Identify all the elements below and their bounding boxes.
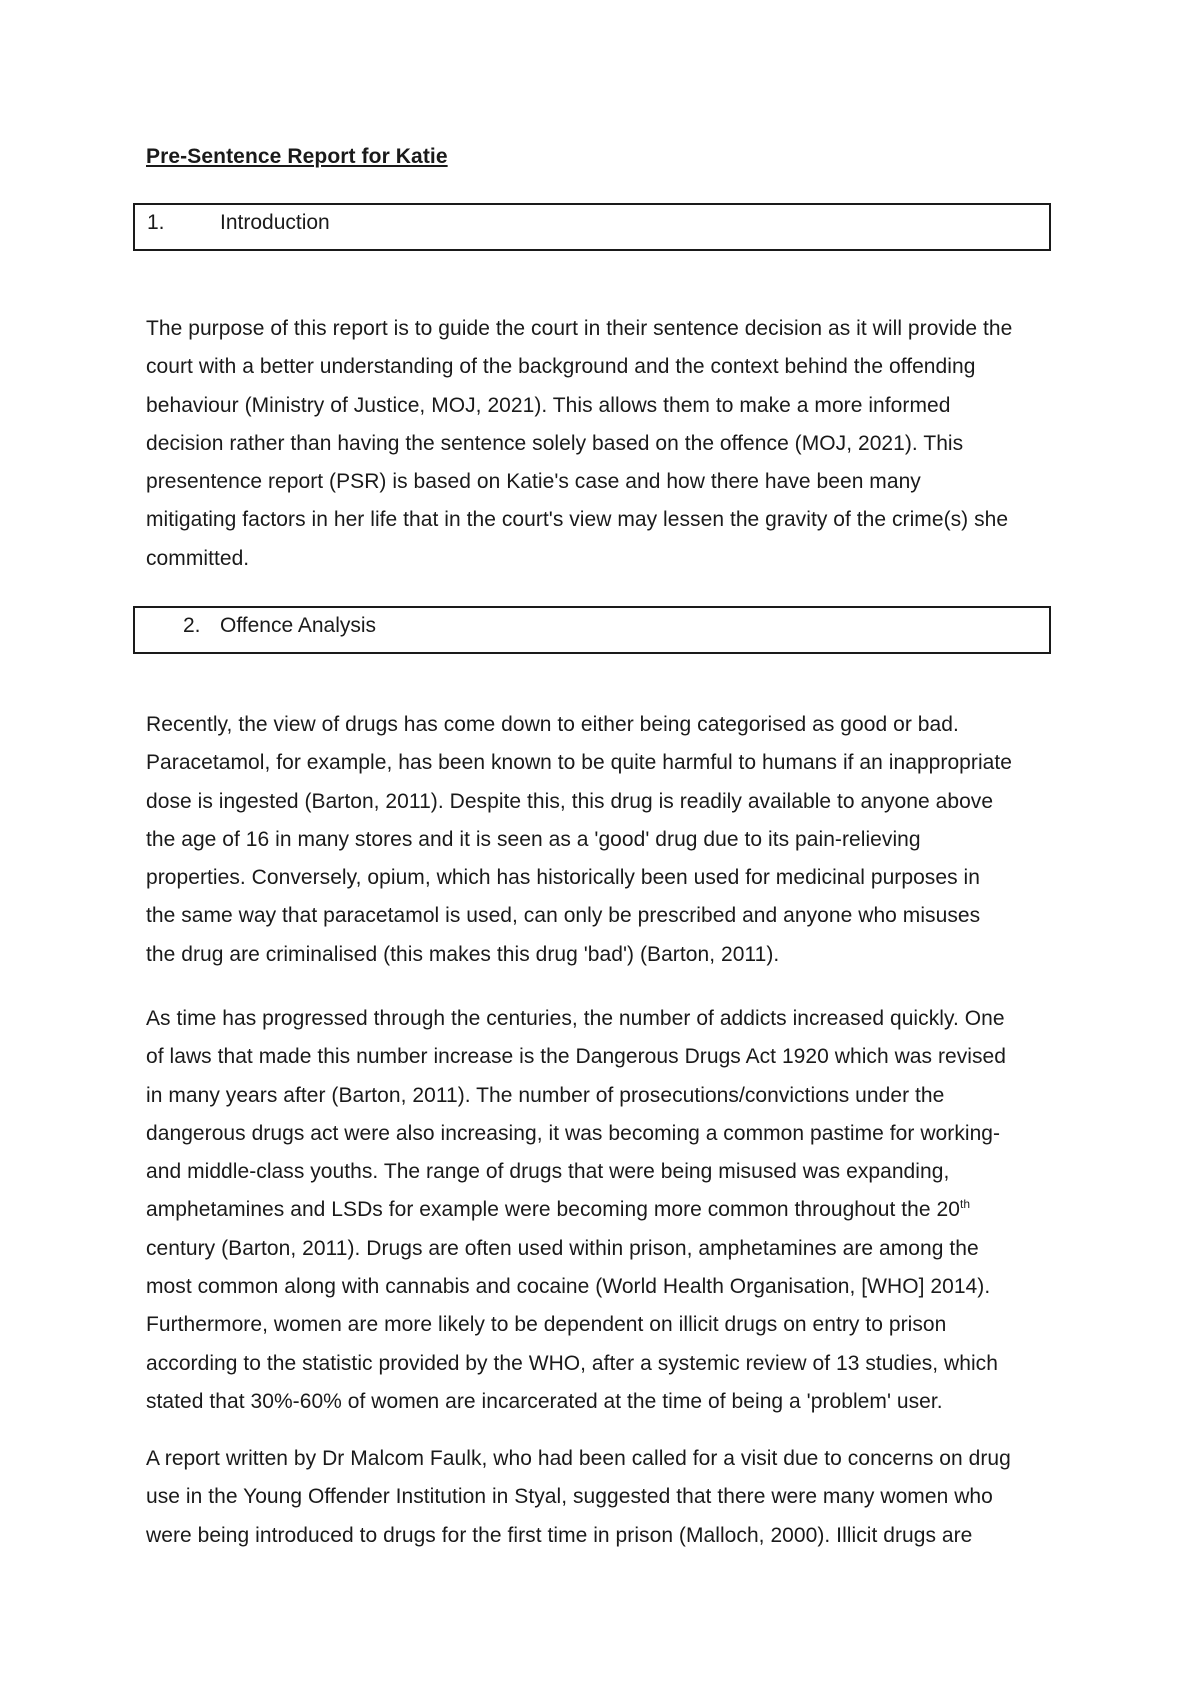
text-line: stated that 30%-60% of women are incarcerated at the time of being a 'problem' user. [146,1389,943,1413]
text-line: As time has progressed through the centuries, the number of addicts increased quickly. One [146,1007,1005,1030]
section-label: Offence Analysis [220,614,377,637]
paragraph-drug-views [146,706,1066,974]
paragraph-introduction [146,310,1066,578]
text-line: committed. [146,546,250,570]
text-line: the drug are criminalised (this makes this drug 'bad') (Barton, 2011). [146,942,780,966]
text-line: most common along with cannabis and cocaine (World Health Organisation, [WHO] 2014). [146,1275,991,1299]
text-line: according to the statistic provided by the WHO, after a systemic review of 13 studies, which [146,1351,998,1375]
text-line: The purpose of this report is to guide the court in their sentence decision as it will provide the [146,317,1013,340]
section-number: 2. [183,614,201,637]
text-line: mitigating factors in her life that in the court's view may lessen the gravity of the crime(s) she [146,508,1009,532]
text-line: court with a better understanding of the background and the context behind the offending [146,355,976,379]
text-line-with-superscript [146,1191,1066,1229]
text-line: dangerous drugs act were also increasing, it was becoming a common pastime for working- [146,1121,1001,1145]
section-heading-offence-analysis [133,606,1051,654]
text-line: century (Barton, 2011). Drugs are often used within prison, amphetamines are among the [146,1236,979,1260]
text-line: Paracetamol, for example, has been known to be quite harmful to humans if an inappropriate [146,751,1013,775]
text-line: and middle-class youths. The range of drugs that were being misused was expanding, [146,1160,950,1184]
text-line: in many years after (Barton, 2011). The number of prosecutions/convictions under the [146,1083,945,1107]
text-line: Furthermore, women are more likely to be dependent on illicit drugs on entry to prison [146,1313,947,1337]
section-number: 1. [147,211,165,234]
text-fragment: amphetamines and LSDs for example were becoming more common throughout the 20 [146,1198,960,1222]
superscript-ordinal: th [959,1197,971,1212]
text-line: use in the Young Offender Institution in Styal, suggested that there were many women who [146,1485,993,1509]
text-line: presentence report (PSR) is based on Katie's case and how there have been many [146,470,921,494]
text-line: decision rather than having the sentence solely based on the offence (MOJ, 2021). This [146,431,964,455]
text-line: A report written by Dr Malcom Faulk, who had been called for a visit due to concerns on drug [146,1447,1011,1470]
text-line: dose is ingested (Barton, 2011). Despite this, this drug is readily available to anyone above [146,789,994,813]
text-line: Recently, the view of drugs has come down to either being categorised as good or bad. [146,713,959,736]
text-line: the age of 16 in many stores and it is seen as a 'good' drug due to its pain-relieving [146,827,921,851]
text-line: properties. Conversely, opium, which has historically been used for medicinal purposes in [146,866,980,890]
section-heading-introduction [133,203,1051,251]
text-line: were being introduced to drugs for the first time in prison (Malloch, 2000). Illicit drugs are [146,1523,973,1547]
text-line: the same way that paracetamol is used, can only be prescribed and anyone who misuses [146,904,981,928]
text-line: behaviour (Ministry of Justice, MOJ, 2021). This allows them to make a more informed [146,393,951,417]
paragraph-faulk-report [146,1440,1066,1555]
section-label: Introduction [220,211,330,234]
report-title: Pre-Sentence Report for Katie [146,145,448,168]
paragraph-drug-history [146,1000,1066,1421]
text-line: of laws that made this number increase is the Dangerous Drugs Act 1920 which was revised [146,1045,1006,1069]
